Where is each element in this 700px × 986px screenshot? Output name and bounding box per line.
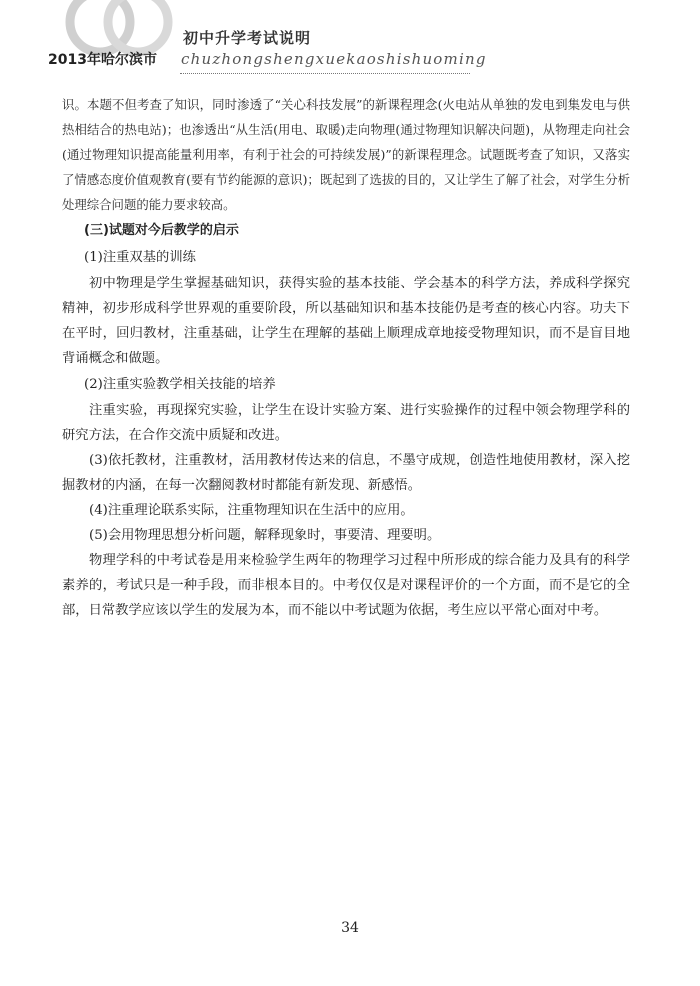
- sub-heading-2: (2)注重实验教学相关技能的培养: [84, 377, 276, 392]
- paragraph-2: 注重实验，再现探究实验，让学生在设计实验方案、进行实验操作的过程中领会物理学科的研究方法，在合作交流中质疑和改进。: [62, 403, 630, 443]
- page-body: [62, 92, 630, 623]
- header-dotted-rule: [180, 73, 470, 74]
- sub-heading-1: (1)注重双基的训练: [84, 250, 196, 265]
- paragraph-4: (4)注重理论联系实际，注重物理知识在生活中的应用。: [89, 503, 414, 518]
- header-pinyin: chuzhongshengxuekaoshishuoming: [181, 50, 487, 68]
- page-header: [0, 0, 700, 90]
- paragraph-3: (3)依托教材，注重教材，活用教材传达来的信息，不墨守成规，创造性地使用教材，深入挖掘教材的内涵，在每一次翻阅教材时都能有新发现、新感悟。: [62, 453, 630, 493]
- section-heading: (三)试题对今后教学的启示: [84, 223, 239, 238]
- header-year-city: 2013年哈尔滨市: [48, 52, 157, 68]
- paragraph-5: (5)会用物理思想分析问题，解释现象时，事要清、理要明。: [89, 528, 441, 543]
- paragraph-1: 初中物理是学生掌握基础知识，获得实验的基本技能、学会基本的科学方法，养成科学探究精神，初步形成科学世界观的重要阶段，所以基础知识和基本技能仍是考查的核心内容。功夫下在平时，回归教材，注重基础，让学生在理解的基础上顺理成章地接受物理知识，而不是盲目地背诵概念和做题。: [62, 276, 630, 366]
- page-number: 34: [341, 920, 359, 936]
- intro-paragraph: 识。本题不但考查了知识，同时渗透了“关心科技发展”的新课程理念(火电站从单独的发电到集发电与供热相结合的热电站)；也渗透出“从生活(用电、取暖)走向物理(通过物理知识解决问题)，从物理走向社会(通过物理知识提高能量利用率，有利于社会的可持续发展)”的新课程理念。试题既考查了知识，又落实了情感态度价值观教育(要有节约能源的意识)；既起到了选拔的目的，又让学生了解了社会，对学生分析处理综合问题的能力要求较高。: [62, 97, 630, 212]
- header-title: 初中升学考试说明: [183, 29, 312, 47]
- conclusion-paragraph: 物理学科的中考试卷是用来检验学生两年的物理学习过程中所形成的综合能力及具有的科学素养的，考试只是一种手段，而非根本目的。中考仅仅是对课程评价的一个方面，而不是它的全部，日常教学应该以学生的发展为本，而不能以中考试题为依据，考生应以平常心面对中考。: [62, 553, 630, 618]
